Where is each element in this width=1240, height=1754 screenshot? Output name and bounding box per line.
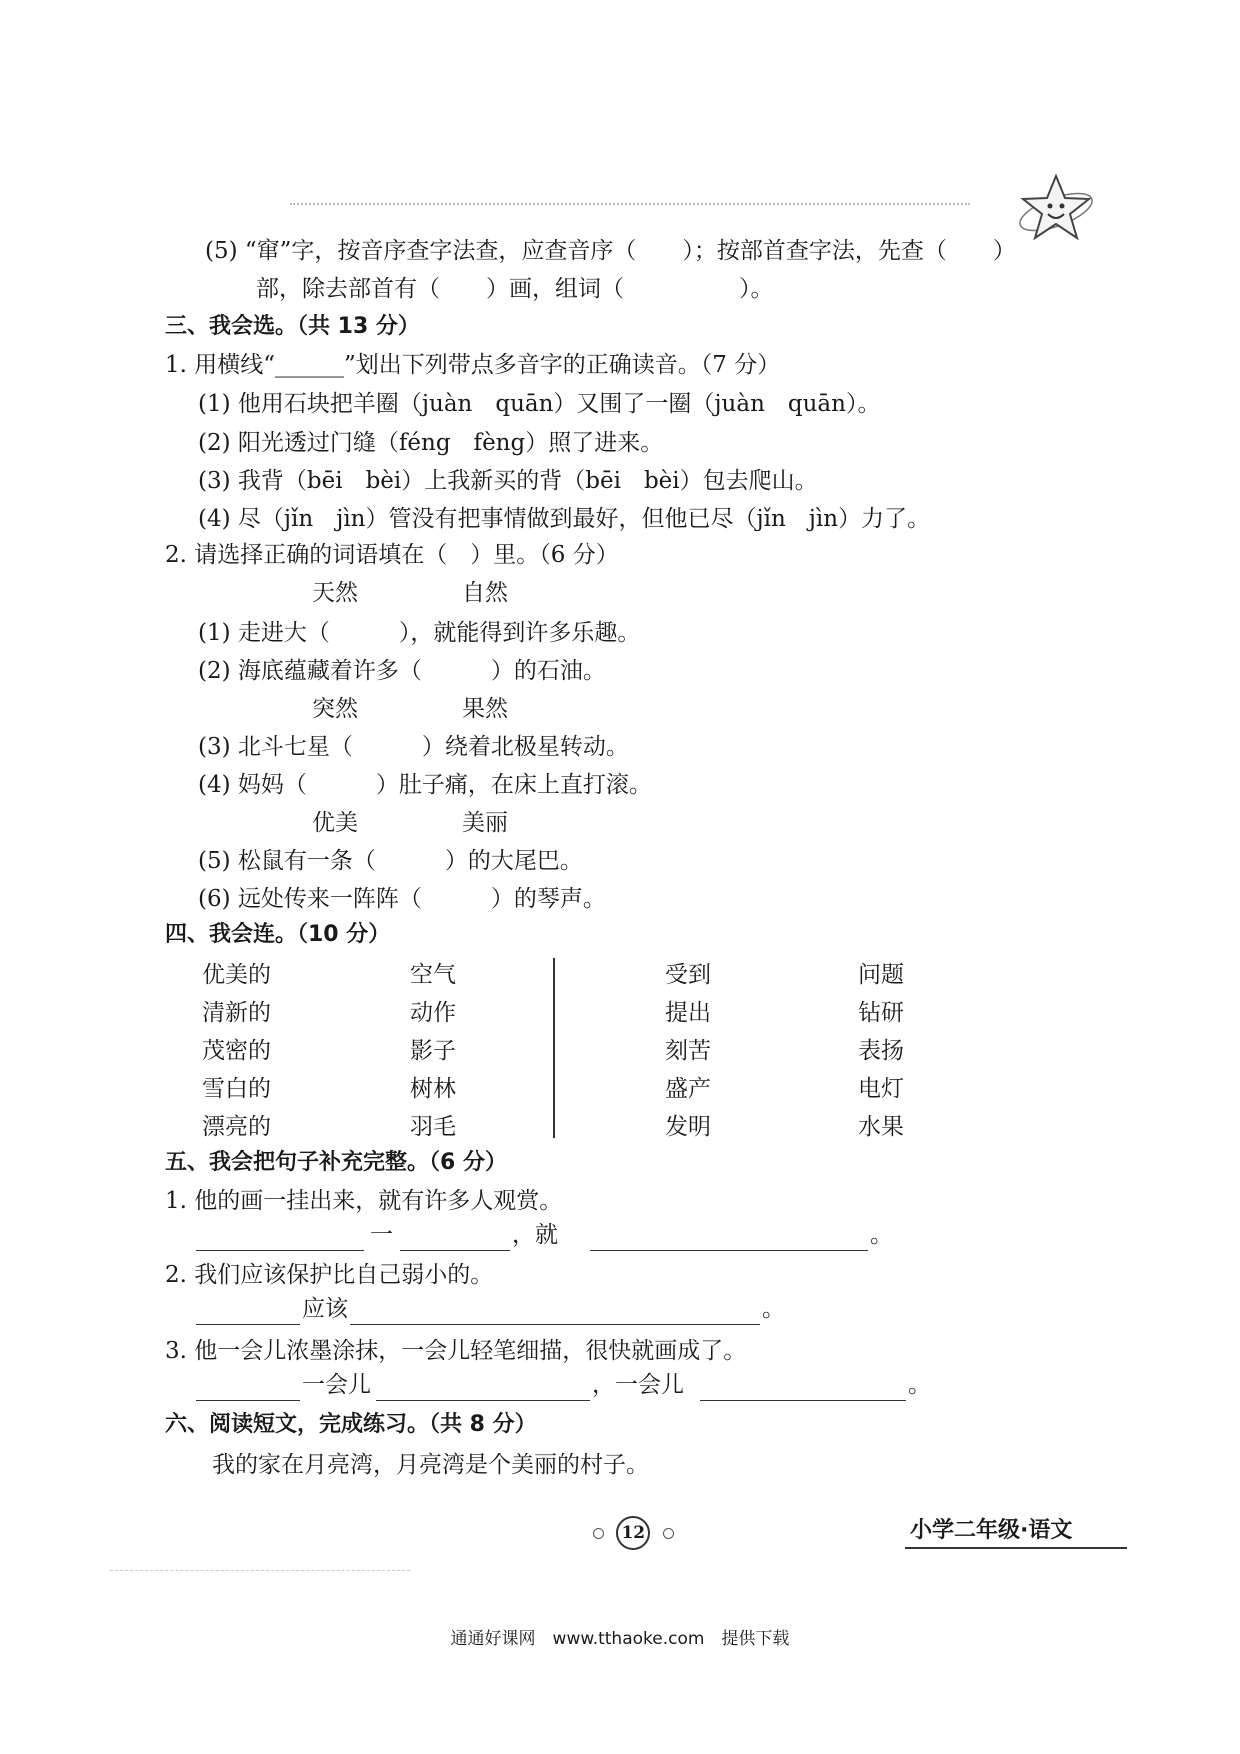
match-left-item: 漂亮的	[202, 1114, 271, 1140]
s3-q1-text: 1. 用横线“______”划出下列带点多音字的正确读音。（7 分）	[165, 352, 781, 378]
s3-q2-item6: (6) 远处传来一阵阵（ ）的琴声。	[198, 886, 606, 912]
answer-blank[interactable]	[400, 1250, 510, 1251]
match-right-item: 动作	[410, 1000, 456, 1026]
passage-text: 我的家在月亮湾，月亮湾是个美丽的村子。	[212, 1452, 649, 1478]
word-option: 优美	[312, 810, 358, 836]
s3-q2-text: 2. 请选择正确的词语填在（ ）里。（6 分）	[165, 542, 619, 568]
section6-title: 六、阅读短文，完成练习。（共 8 分）	[165, 1412, 537, 1437]
circle-ornament-icon	[663, 1528, 674, 1539]
answer-blank[interactable]	[700, 1400, 906, 1401]
s5-s2-connector: 应该	[302, 1296, 348, 1322]
match-right-item: 空气	[410, 962, 456, 988]
match-right-item: 表扬	[858, 1038, 904, 1064]
section5-title: 五、我会把句子补充完整。（6 分）	[165, 1150, 507, 1175]
match-left-item: 雪白的	[202, 1076, 271, 1102]
answer-blank[interactable]	[590, 1250, 868, 1251]
section3-title: 三、我会选。（共 13 分）	[165, 314, 420, 339]
match-left-item: 清新的	[202, 1000, 271, 1026]
word-option: 天然	[312, 580, 358, 606]
match-right-item: 树林	[410, 1076, 456, 1102]
s3-q1-item1: (1) 他用石块把羊圈（juàn quān）又围了一圈（juàn quān）。	[198, 391, 881, 417]
answer-blank[interactable]	[196, 1400, 300, 1401]
match-left-item: 受到	[665, 962, 711, 988]
s5-s3-end: 。	[908, 1372, 931, 1398]
page-number-badge: 12	[616, 1516, 650, 1550]
match-right-item: 电灯	[858, 1076, 904, 1102]
answer-blank[interactable]	[196, 1250, 364, 1251]
s5-s3-connector: 一会儿	[302, 1372, 371, 1398]
s3-q2-item1: (1) 走进大（ ），就能得到许多乐趣。	[198, 620, 641, 646]
q5-line1: (5) “窜”字，按音序查字法查，应查音序（ ）；按部首查字法，先查（ ）	[205, 238, 1016, 264]
answer-blank[interactable]	[350, 1324, 760, 1325]
word-option: 果然	[462, 696, 508, 722]
word-option: 突然	[312, 696, 358, 722]
s3-q1-item4: (4) 尽（jǐn jìn）管没有把事情做到最好，但他已尽（jǐn jìn）力了。	[198, 506, 931, 532]
footer-credit: 通通好课网 www.tthaoke.com 提供下载	[450, 1629, 790, 1649]
smiling-star-icon	[1016, 172, 1096, 244]
match-left-item: 盛产	[665, 1076, 711, 1102]
column-divider	[553, 958, 555, 1138]
match-right-item: 影子	[410, 1038, 456, 1064]
section4-title: 四、我会连。（10 分）	[165, 922, 391, 947]
word-option: 美丽	[462, 810, 508, 836]
s5-s3-connector: ，一会儿	[592, 1372, 684, 1398]
match-left-item: 发明	[665, 1114, 711, 1140]
s5-sentence1: 1. 他的画一挂出来，就有许多人观赏。	[165, 1188, 563, 1214]
footer-rule	[110, 1570, 410, 1571]
circle-ornament-icon	[593, 1528, 604, 1539]
s5-s1-connector: 一	[370, 1222, 393, 1248]
match-left-item: 刻苦	[665, 1038, 711, 1064]
s3-q1-item2: (2) 阳光透过门缝（féng fèng）照了进来。	[198, 430, 664, 456]
s5-s2-end: 。	[762, 1296, 785, 1322]
answer-blank[interactable]	[196, 1324, 300, 1325]
s5-s1-end: 。	[870, 1222, 893, 1248]
match-left-item: 提出	[665, 1000, 711, 1026]
match-right-item: 水果	[858, 1114, 904, 1140]
grade-label: 小学二年级·语文	[910, 1518, 1073, 1543]
s3-q2-item5: (5) 松鼠有一条（ ）的大尾巴。	[198, 848, 583, 874]
s5-s1-connector: ，就	[512, 1222, 558, 1248]
page-number	[588, 1516, 679, 1550]
match-left-item: 优美的	[202, 962, 271, 988]
s3-q2-item4: (4) 妈妈（ ）肚子痛，在床上直打滚。	[198, 772, 652, 798]
answer-blank[interactable]	[376, 1400, 590, 1401]
s5-sentence2: 2. 我们应该保护比自己弱小的。	[165, 1262, 494, 1288]
s3-q2-item3: (3) 北斗七星（ ）绕着北极星转动。	[198, 734, 629, 760]
word-option: 自然	[462, 580, 508, 606]
match-right-item: 羽毛	[410, 1114, 456, 1140]
s3-q1-item3: (3) 我背（bēi bèi）上我新买的背（bēi bèi）包去爬山。	[198, 468, 818, 494]
grade-underline	[905, 1547, 1127, 1549]
s5-sentence3: 3. 他一会儿浓墨涂抹，一会儿轻笔细描，很快就画成了。	[165, 1338, 747, 1364]
match-left-item: 茂密的	[202, 1038, 271, 1064]
header-divider	[290, 203, 970, 205]
match-right-item: 问题	[858, 962, 904, 988]
match-right-item: 钻研	[858, 1000, 904, 1026]
s3-q2-item2: (2) 海底蕴藏着许多（ ）的石油。	[198, 658, 606, 684]
q5-line2: 部，除去部首有（ ）画，组词（ ）。	[256, 276, 774, 302]
